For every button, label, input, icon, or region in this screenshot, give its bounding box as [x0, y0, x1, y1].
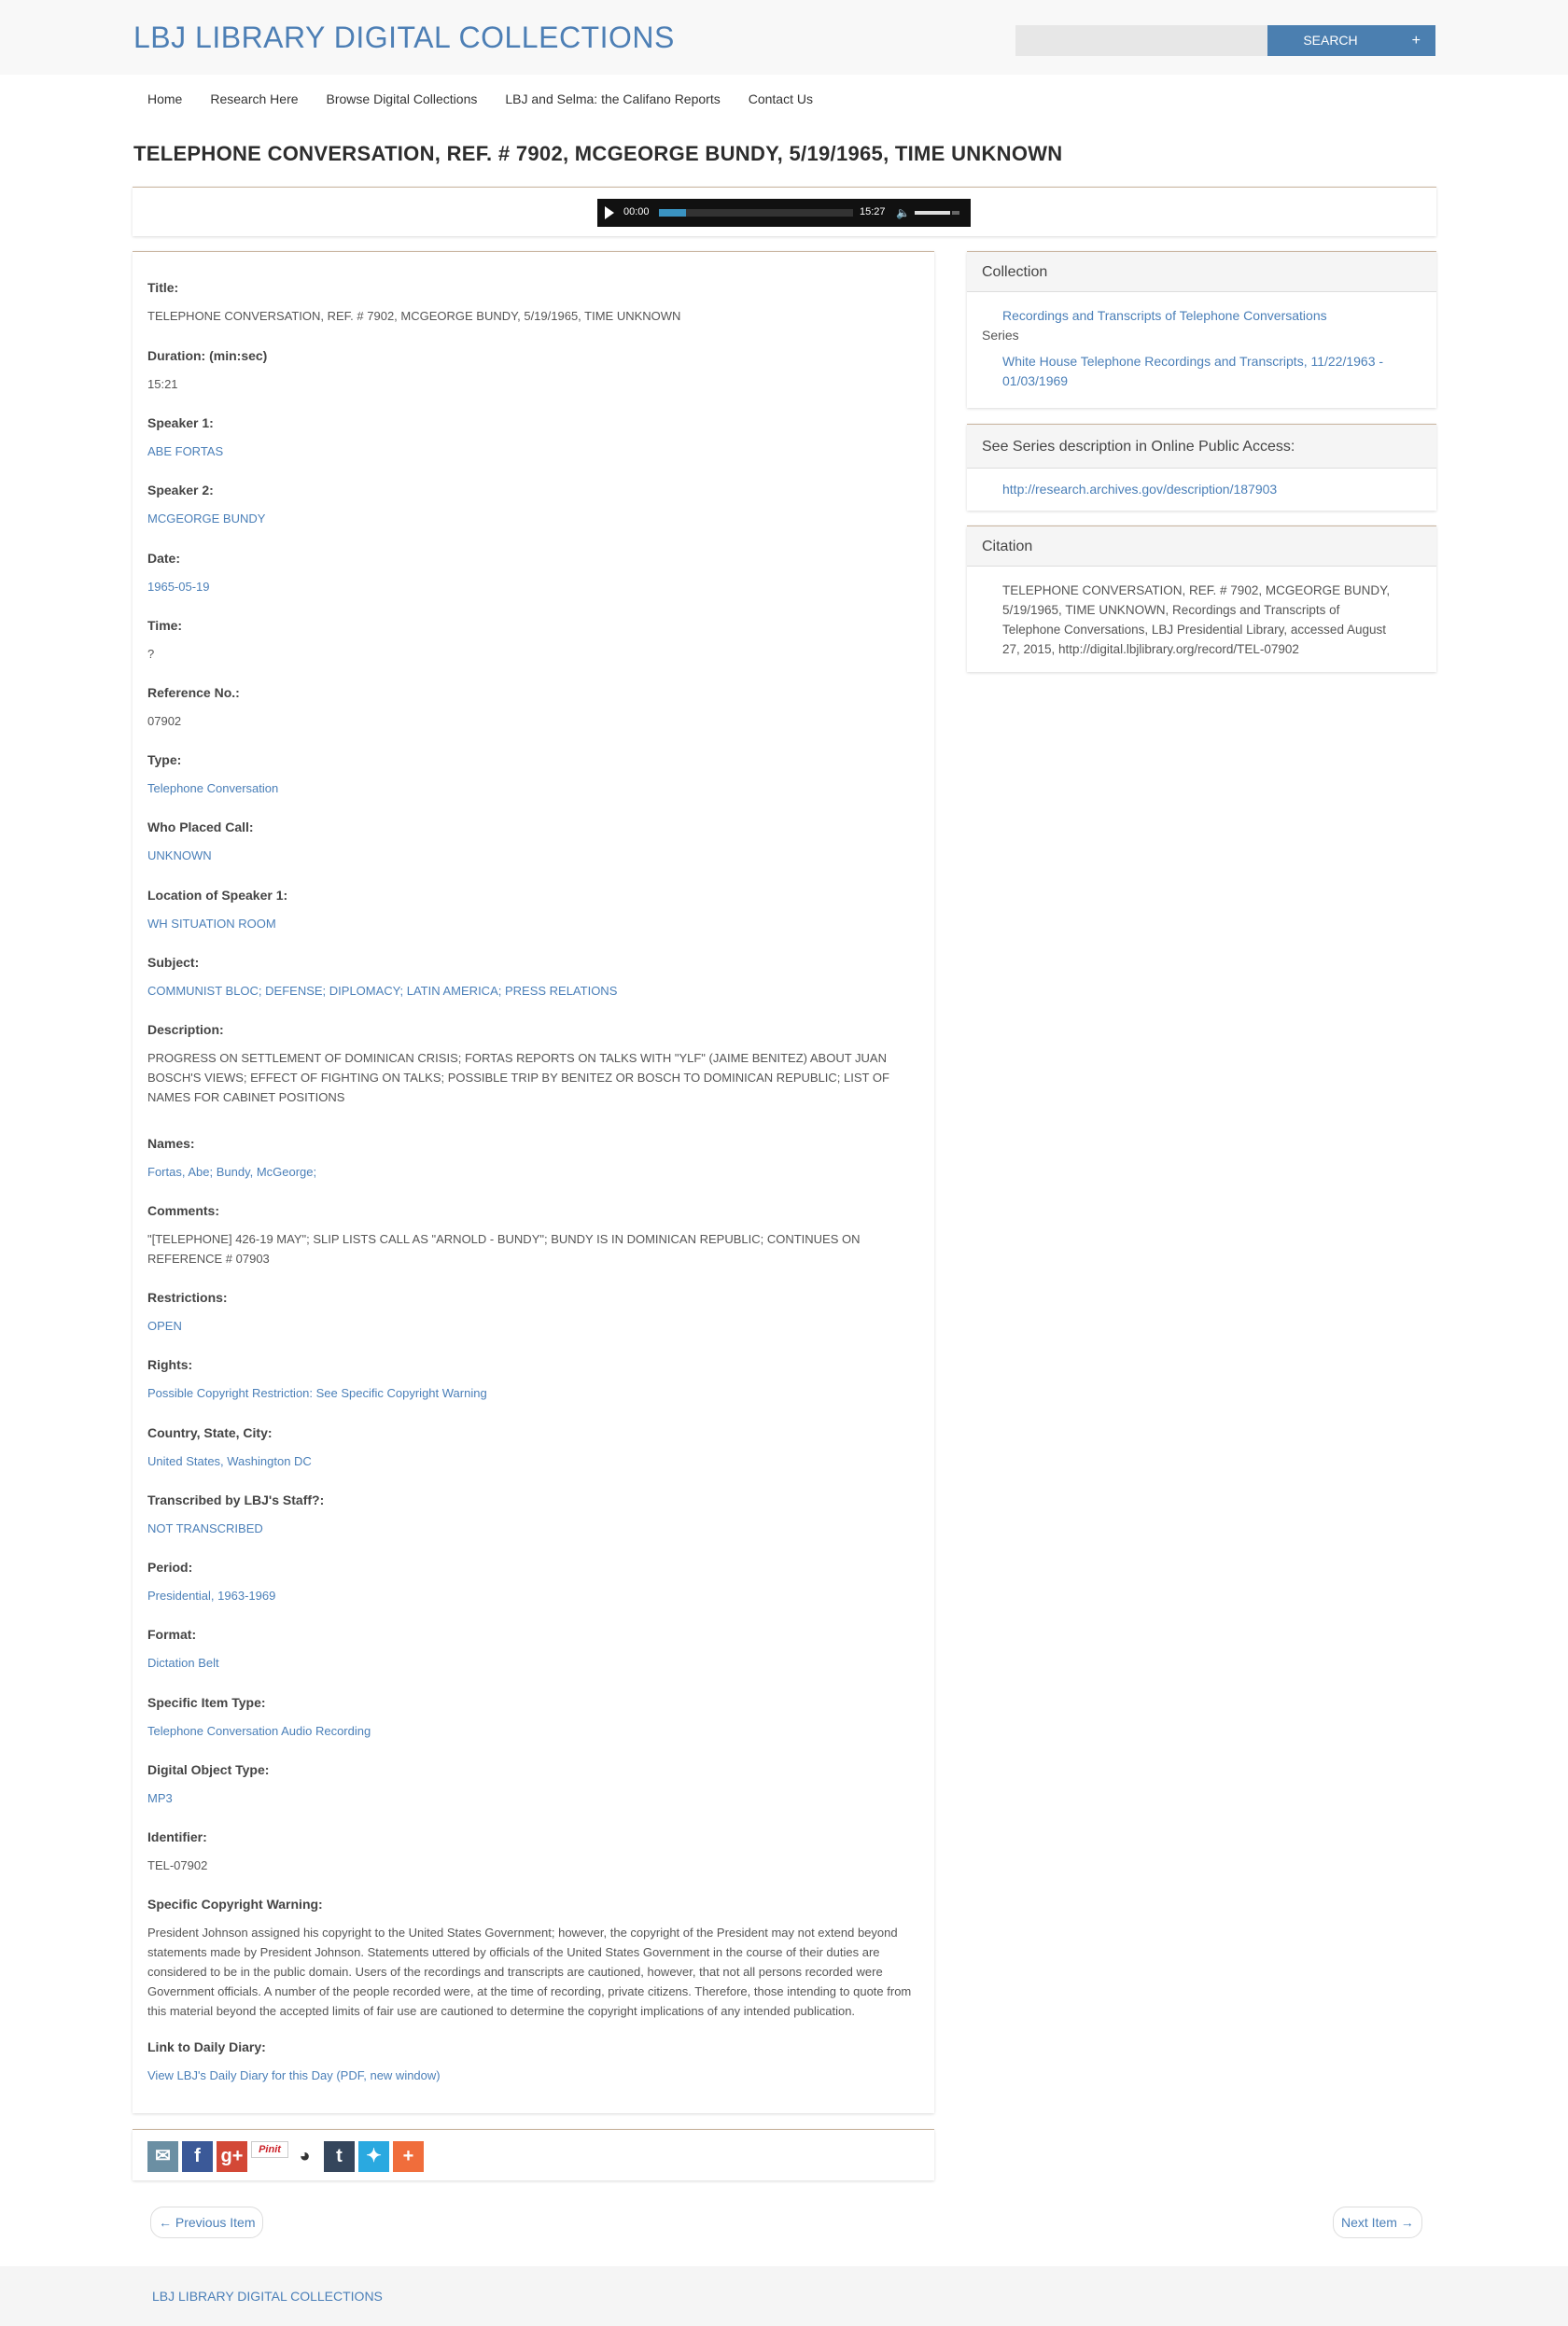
field-value-link[interactable]: Dictation Belt	[147, 1656, 219, 1670]
field-value-link[interactable]: WH SITUATION ROOM	[147, 917, 276, 931]
field-country-state-city	[147, 1425, 922, 1471]
field-value-link[interactable]: MCGEORGE BUNDY	[147, 511, 266, 525]
field-location-of-speaker-1	[147, 888, 922, 933]
volume-icon[interactable]: 🔈	[896, 206, 910, 219]
field-label: Type:	[147, 752, 182, 767]
footer	[0, 2266, 1568, 2326]
pinterest-icon[interactable]: Pinit	[251, 2141, 288, 2158]
audio-player-panel	[133, 187, 1436, 236]
field-identifier	[147, 1829, 922, 1875]
field-rights	[147, 1357, 922, 1403]
field-transcribed-by-lbj-s-staff	[147, 1492, 922, 1538]
opa-heading: See Series description in Online Public Access:	[967, 425, 1436, 469]
field-period	[147, 1560, 922, 1605]
field-title	[147, 280, 922, 326]
field-names	[147, 1136, 922, 1182]
field-who-placed-call	[147, 820, 922, 865]
progress-loaded-bar	[659, 209, 686, 217]
field-type	[147, 752, 922, 798]
field-value: President Johnson assigned his copyright to the United States Government; however, the copyright of the President may not extend beyond statements made by President Johnson. Statements uttered by officials of the United States Government in the course of their duties are considered to be in the public domain. Users of the recordings and transcripts are cautioned, however, that not all persons recorded were Government officials. A number of the people recorded were, at the time of recording, private citizens. Therefore, those intending to quote from this material beyond the accepted limits of fair use are cautioned to determine the copyright implications of any intended publication.	[147, 1926, 912, 2018]
field-label: Period:	[147, 1560, 193, 1575]
search-button[interactable]	[1267, 25, 1435, 56]
field-label: Digital Object Type:	[147, 1762, 270, 1777]
field-time	[147, 618, 922, 664]
field-value-link[interactable]: 1965-05-19	[147, 580, 210, 594]
field-comments	[147, 1203, 922, 1268]
series-label: Series	[982, 328, 1019, 343]
main-nav	[133, 90, 827, 108]
field-value-link[interactable]: Possible Copyright Restriction: See Specific Copyright Warning	[147, 1386, 487, 1400]
field-specific-copyright-warning	[147, 1897, 917, 2021]
field-value-link[interactable]: Presidential, 1963-1969	[147, 1589, 276, 1603]
search-button-label: SEARCH	[1303, 33, 1358, 48]
field-reference-no	[147, 685, 922, 731]
email-icon[interactable]: ✉	[147, 2141, 178, 2172]
top-header	[0, 0, 1568, 75]
field-value-link[interactable]: NOT TRANSCRIBED	[147, 1521, 263, 1535]
metadata-panel	[133, 251, 934, 2113]
field-label: Who Placed Call:	[147, 820, 254, 834]
add-more-icon[interactable]: +	[393, 2141, 424, 2172]
field-value: TELEPHONE CONVERSATION, REF. # 7902, MCGEORGE BUNDY, 5/19/1965, TIME UNKNOWN	[147, 309, 681, 323]
field-label: Restrictions:	[147, 1290, 228, 1305]
field-date	[147, 551, 922, 596]
nav-item-research-here[interactable]: Research Here	[210, 91, 299, 106]
field-value: ?	[147, 647, 155, 661]
field-label: Time:	[147, 618, 183, 633]
search-input[interactable]	[1015, 25, 1268, 56]
field-value-link[interactable]: OPEN	[147, 1319, 182, 1333]
citation-heading: Citation	[967, 526, 1436, 567]
field-label: Link to Daily Diary:	[147, 2039, 266, 2054]
facebook-icon[interactable]: f	[182, 2141, 213, 2172]
field-label: Specific Item Type:	[147, 1695, 266, 1710]
field-label: Format:	[147, 1627, 197, 1642]
field-label: Duration: (min:sec)	[147, 348, 268, 363]
previous-item-button[interactable]: ← Previous Item	[150, 2207, 263, 2238]
field-label: Date:	[147, 551, 181, 566]
collection-heading: Collection	[967, 252, 1436, 292]
field-value-link[interactable]: View LBJ's Daily Diary for this Day (PDF, new window)	[147, 2068, 441, 2082]
nav-item-browse-digital-collections[interactable]: Browse Digital Collections	[326, 91, 478, 106]
field-value-link[interactable]: Telephone Conversation	[147, 781, 279, 795]
volume-slider-rest[interactable]	[952, 211, 959, 215]
citation-panel	[967, 525, 1436, 672]
field-label: Location of Speaker 1:	[147, 888, 288, 903]
play-icon[interactable]	[605, 206, 614, 219]
field-value-link[interactable]: United States, Washington DC	[147, 1454, 312, 1468]
series-link[interactable]: White House Telephone Recordings and Transcripts, 11/22/1963 - 01/03/1969	[1002, 354, 1384, 388]
field-value: 07902	[147, 714, 182, 728]
field-format	[147, 1627, 922, 1673]
collection-link[interactable]: Recordings and Transcripts of Telephone Conversations	[1002, 308, 1327, 323]
page-title: TELEPHONE CONVERSATION, REF. # 7902, MCGEORGE BUNDY, 5/19/1965, TIME UNKNOWN	[133, 142, 1063, 165]
field-value-link[interactable]: UNKNOWN	[147, 848, 212, 862]
field-digital-object-type	[147, 1762, 922, 1808]
field-link-to-daily-diary	[147, 2039, 922, 2085]
plus-icon[interactable]: +	[1411, 33, 1421, 49]
field-label: Country, State, City:	[147, 1425, 273, 1440]
field-value: 15:21	[147, 377, 178, 391]
field-speaker-1	[147, 415, 922, 461]
tumblr-icon[interactable]: t	[324, 2141, 355, 2172]
footer-link[interactable]: LBJ LIBRARY DIGITAL COLLECTIONS	[152, 2289, 383, 2304]
current-time: 00:00	[623, 206, 650, 217]
field-label: Speaker 1:	[147, 415, 214, 430]
field-label: Reference No.:	[147, 685, 240, 700]
share-bar	[133, 2129, 934, 2180]
field-label: Title:	[147, 280, 179, 295]
field-label: Subject:	[147, 955, 200, 970]
volume-slider[interactable]	[915, 211, 950, 215]
field-label: Comments:	[147, 1203, 220, 1218]
total-duration: 15:27	[860, 206, 886, 217]
field-label: Specific Copyright Warning:	[147, 1897, 323, 1912]
field-value-link[interactable]: MP3	[147, 1791, 173, 1805]
field-label: Description:	[147, 1022, 224, 1037]
field-label: Rights:	[147, 1357, 193, 1372]
nav-item-contact-us[interactable]: Contact Us	[748, 91, 813, 106]
field-description	[147, 1022, 922, 1107]
field-restrictions	[147, 1290, 922, 1336]
progress-track[interactable]	[659, 209, 853, 217]
field-specific-item-type	[147, 1695, 922, 1741]
next-item-button[interactable]: Next Item →	[1333, 2207, 1422, 2238]
field-speaker-2	[147, 483, 922, 528]
field-value-link[interactable]: ABE FORTAS	[147, 444, 224, 458]
opa-panel	[967, 424, 1436, 511]
google-plus-icon[interactable]: g+	[217, 2141, 247, 2172]
field-value-link[interactable]: COMMUNIST BLOC; DEFENSE; DIPLOMACY; LATIN AMERICA; PRESS RELATIONS	[147, 984, 618, 998]
field-label: Names:	[147, 1136, 195, 1151]
field-subject	[147, 955, 922, 1001]
field-value: PROGRESS ON SETTLEMENT OF DOMINICAN CRISIS; FORTAS REPORTS ON TALKS WITH "YLF" (JAIME BENITEZ) ABOUT JUAN BOSCH'S VIEWS; EFFECT OF FIGHTING ON TALKS; POSSIBLE TRIP BY BENITEZ OR BOSCH TO DOMINICAN REPUBLIC; LIST OF NAMES FOR CABINET POSITIONS	[147, 1051, 889, 1104]
twitter-icon[interactable]: ✦	[358, 2141, 389, 2172]
reddit-icon[interactable]: ◕	[289, 2141, 320, 2172]
citation-text: TELEPHONE CONVERSATION, REF. # 7902, MCGEORGE BUNDY, 5/19/1965, TIME UNKNOWN, Recordings and Transcripts of Telephone Conversations, LBJ Presidential Library, accessed August 27, 2015, http://digital.lbjlibrary.org/record/TEL-07902	[1002, 583, 1391, 656]
field-value: "[TELEPHONE] 426-19 MAY"; SLIP LISTS CALL AS "ARNOLD - BUNDY"; BUNDY IS IN DOMINICAN REPUBLIC; CONTINUES ON REFERENCE # 07903	[147, 1232, 861, 1266]
audio-player	[597, 199, 971, 227]
collection-panel	[967, 251, 1436, 408]
field-duration-min-sec	[147, 348, 922, 394]
nav-item-home[interactable]: Home	[147, 91, 183, 106]
field-label: Transcribed by LBJ's Staff?:	[147, 1492, 325, 1507]
nav-item-lbj-and-selma[interactable]: LBJ and Selma: the Califano Reports	[505, 91, 721, 106]
opa-link[interactable]: http://research.archives.gov/description/187903	[1002, 482, 1278, 497]
field-value-link[interactable]: Telephone Conversation Audio Recording	[147, 1724, 371, 1738]
site-title-link[interactable]: LBJ LIBRARY DIGITAL COLLECTIONS	[133, 21, 675, 54]
field-value-link[interactable]: Fortas, Abe; Bundy, McGeorge;	[147, 1165, 317, 1179]
field-label: Speaker 2:	[147, 483, 214, 497]
field-value: TEL-07902	[147, 1858, 208, 1872]
field-label: Identifier:	[147, 1829, 207, 1844]
